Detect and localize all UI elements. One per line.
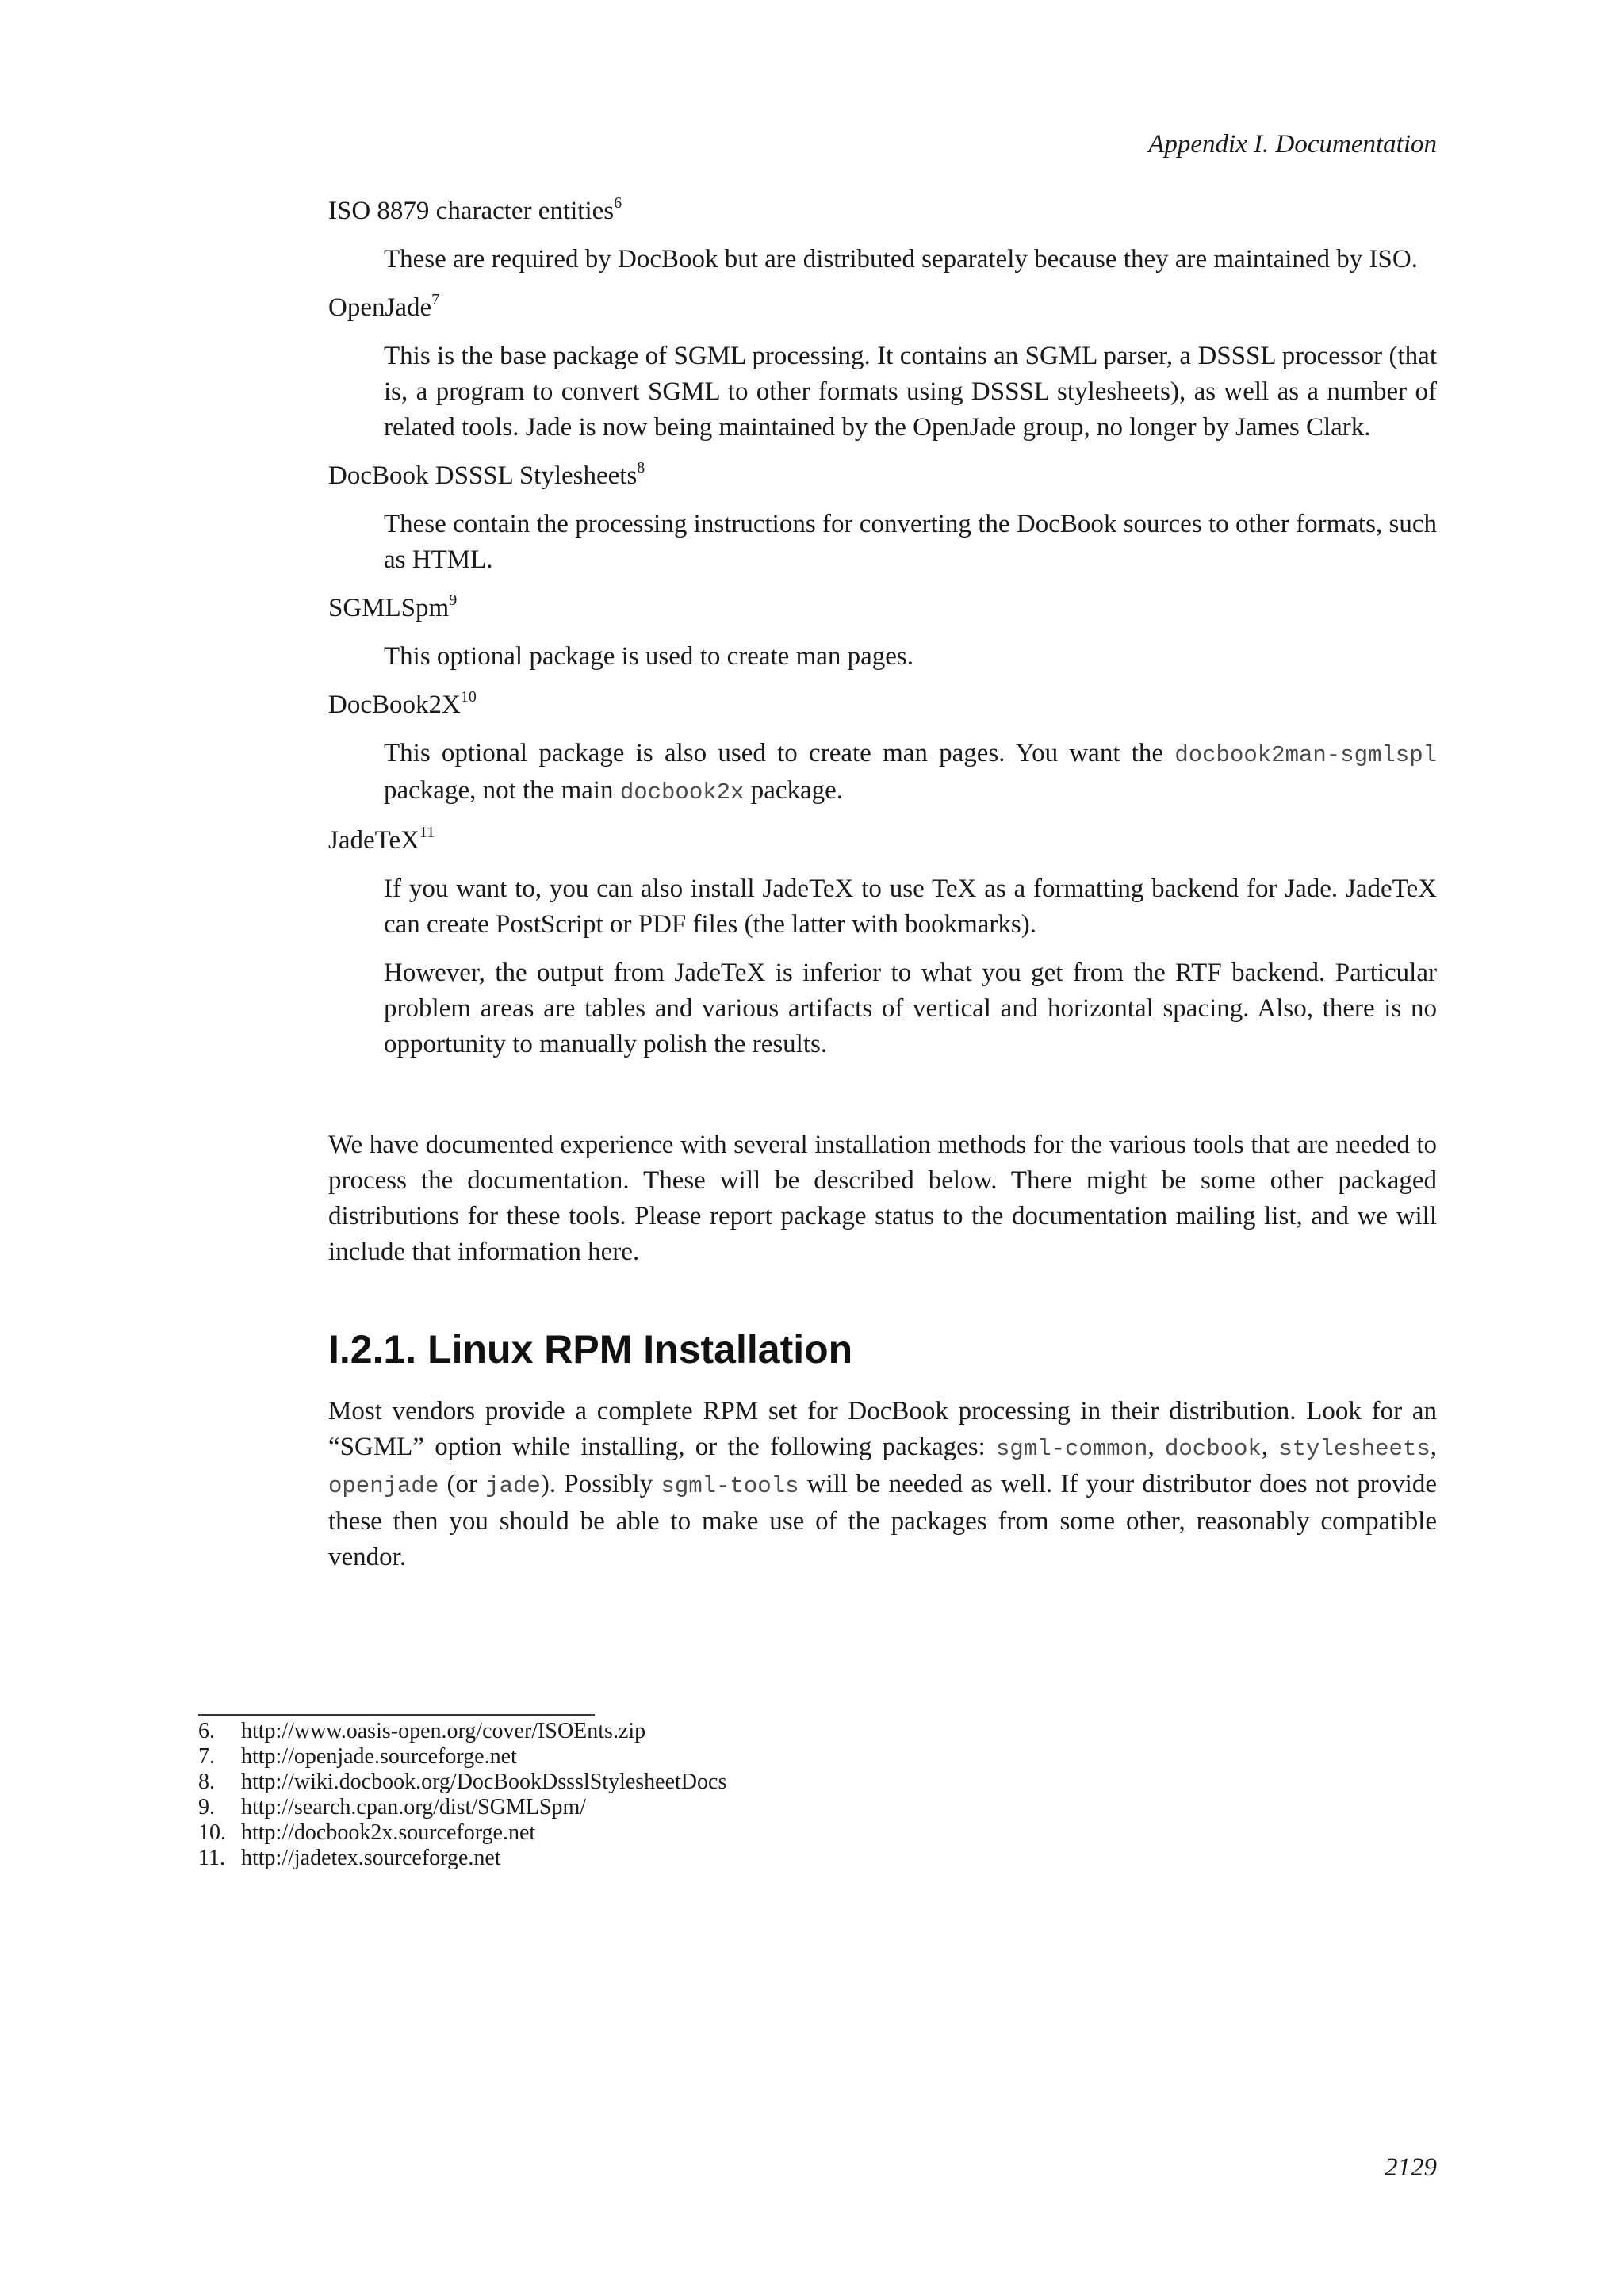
footnote-item: [198, 1719, 726, 1744]
footnote-ref[interactable]: 6: [614, 194, 622, 212]
term-label: ISO 8879 character entities: [328, 197, 615, 225]
package-name: docbook2x: [619, 779, 745, 806]
text-run: This optional package is also used to create man pages. You want the: [384, 739, 1175, 767]
text-run: ,: [1261, 1433, 1279, 1461]
running-header: Appendix I. Documentation: [1148, 130, 1437, 159]
description-paragraph: [384, 242, 1437, 277]
footnote-url[interactable]: http://openjade.sourceforge.net: [241, 1744, 517, 1769]
footnote-number: 6.: [198, 1719, 215, 1743]
text-run: ,: [1430, 1433, 1438, 1461]
term-label: JadeTeX: [328, 826, 419, 855]
term-label: OpenJade: [328, 293, 432, 322]
term: [328, 823, 1437, 871]
footnote-url[interactable]: http://www.oasis-open.org/cover/ISOEnts.zip: [241, 1719, 646, 1743]
term-description: [384, 507, 1437, 591]
package-name: docbook: [1164, 1436, 1262, 1462]
term: [328, 193, 1437, 242]
text-run: package, not the main: [384, 776, 620, 805]
footnote-item: [198, 1770, 726, 1795]
footnote-ref[interactable]: 7: [431, 291, 440, 308]
footnote-ref[interactable]: 10: [460, 688, 477, 706]
text-run: Most vendors provide a complete RPM set for DocBook processing in their distribution. Look for an “SGML” option while installing, or the following packages:: [328, 1397, 1437, 1461]
section-heading: I.2.1. Linux RPM Installation: [328, 1327, 853, 1372]
text-run: (or: [439, 1470, 486, 1498]
term-label: DocBook2X: [328, 691, 461, 719]
page-body: [328, 193, 1437, 1575]
description-paragraph: [384, 639, 1437, 675]
text-run: This optional package is used to create man pages.: [384, 642, 914, 671]
text-run: These contain the processing instructions for converting the DocBook sources to other formats, such as HTML.: [384, 510, 1437, 574]
footnote-item: [198, 1846, 726, 1871]
term-description: [384, 339, 1437, 458]
package-name: jade: [485, 1473, 541, 1499]
footnote-number: 11.: [198, 1846, 225, 1870]
text-run: package.: [744, 776, 844, 805]
term: [328, 591, 1437, 639]
footnote-url[interactable]: http://wiki.docbook.org/DocBookDssslStylesheetDocs: [241, 1770, 727, 1794]
footnote-item: [198, 1795, 726, 1820]
package-name: sgml-tools: [661, 1473, 799, 1499]
footnote-rule: [198, 1714, 595, 1716]
text-run: If you want to, you can also install JadeTeX to use TeX as a formatting backend for Jade. JadeTeX can create PostScript or PDF files (the latter with bookmarks).: [384, 874, 1437, 939]
text-run: However, the output from JadeTeX is inferior to what you get from the RTF backend. Particular problem areas are tables and various artifacts of vertical and horizontal spacing. Also, there is no opportunity to manually polish the results.: [384, 959, 1437, 1058]
term-description: [384, 639, 1437, 687]
page-number: 2129: [1385, 2153, 1437, 2182]
footnote-number: 10.: [198, 1820, 226, 1845]
text-run: ,: [1147, 1433, 1165, 1461]
footnote-ref[interactable]: 11: [419, 824, 435, 841]
term: [328, 687, 1437, 736]
package-name: stylesheets: [1278, 1436, 1431, 1462]
footnote-list: [198, 1719, 726, 1871]
footnote-item: [198, 1744, 726, 1770]
footnote-ref[interactable]: 8: [637, 459, 645, 476]
term-description: [384, 242, 1437, 290]
term-label: SGMLSpm: [328, 594, 450, 622]
description-paragraph: [384, 955, 1437, 1062]
text-run: These are required by DocBook but are distributed separately because they are maintained by ISO.: [384, 245, 1418, 274]
footnote-url[interactable]: http://jadetex.sourceforge.net: [241, 1846, 501, 1870]
package-name: docbook2man-sgmlspl: [1174, 742, 1437, 768]
description-paragraph: [384, 871, 1437, 955]
description-paragraph: [384, 507, 1437, 578]
text-run: This is the base package of SGML processing. It contains an SGML parser, a DSSSL processor (that is, a program to convert SGML to other formats using DSSSL stylesheets), as well as a number of related tools. Jade is now being maintained by the OpenJade group, no longer by James Clark.: [384, 342, 1437, 442]
text-run: ). Possibly: [540, 1470, 661, 1498]
footnote-url[interactable]: http://search.cpan.org/dist/SGMLSpm/: [241, 1795, 587, 1820]
package-name: openjade: [328, 1473, 439, 1499]
footnote-number: 9.: [198, 1795, 215, 1820]
term-description: [384, 871, 1437, 1075]
footnote-number: 8.: [198, 1770, 215, 1794]
footnote-ref[interactable]: 9: [449, 591, 458, 609]
section-paragraph: [328, 1394, 1437, 1575]
package-name: sgml-common: [996, 1436, 1148, 1462]
term: [328, 458, 1437, 507]
footnote-number: 7.: [198, 1744, 215, 1769]
footnote-url[interactable]: http://docbook2x.sourceforge.net: [241, 1820, 536, 1845]
footnote-item: [198, 1820, 726, 1846]
term-description: [384, 736, 1437, 823]
term-label: DocBook DSSSL Stylesheets: [328, 461, 638, 490]
intro-paragraph: We have documented experience with several installation methods for the various tools that are needed to process the documentation. These will be described below. There might be some other packaged distributions for these tools. Please report package status to the documentation mailing list, and we will include that information here.: [328, 1131, 1437, 1266]
description-paragraph: [384, 339, 1437, 446]
variable-list: [328, 193, 1437, 1075]
term: [328, 290, 1437, 339]
description-paragraph: [384, 736, 1437, 810]
text-run: will be needed as well. If your distributor does not provide these then you should be able to make use of the packages from some other, reasonably compatible vendor.: [328, 1470, 1437, 1571]
